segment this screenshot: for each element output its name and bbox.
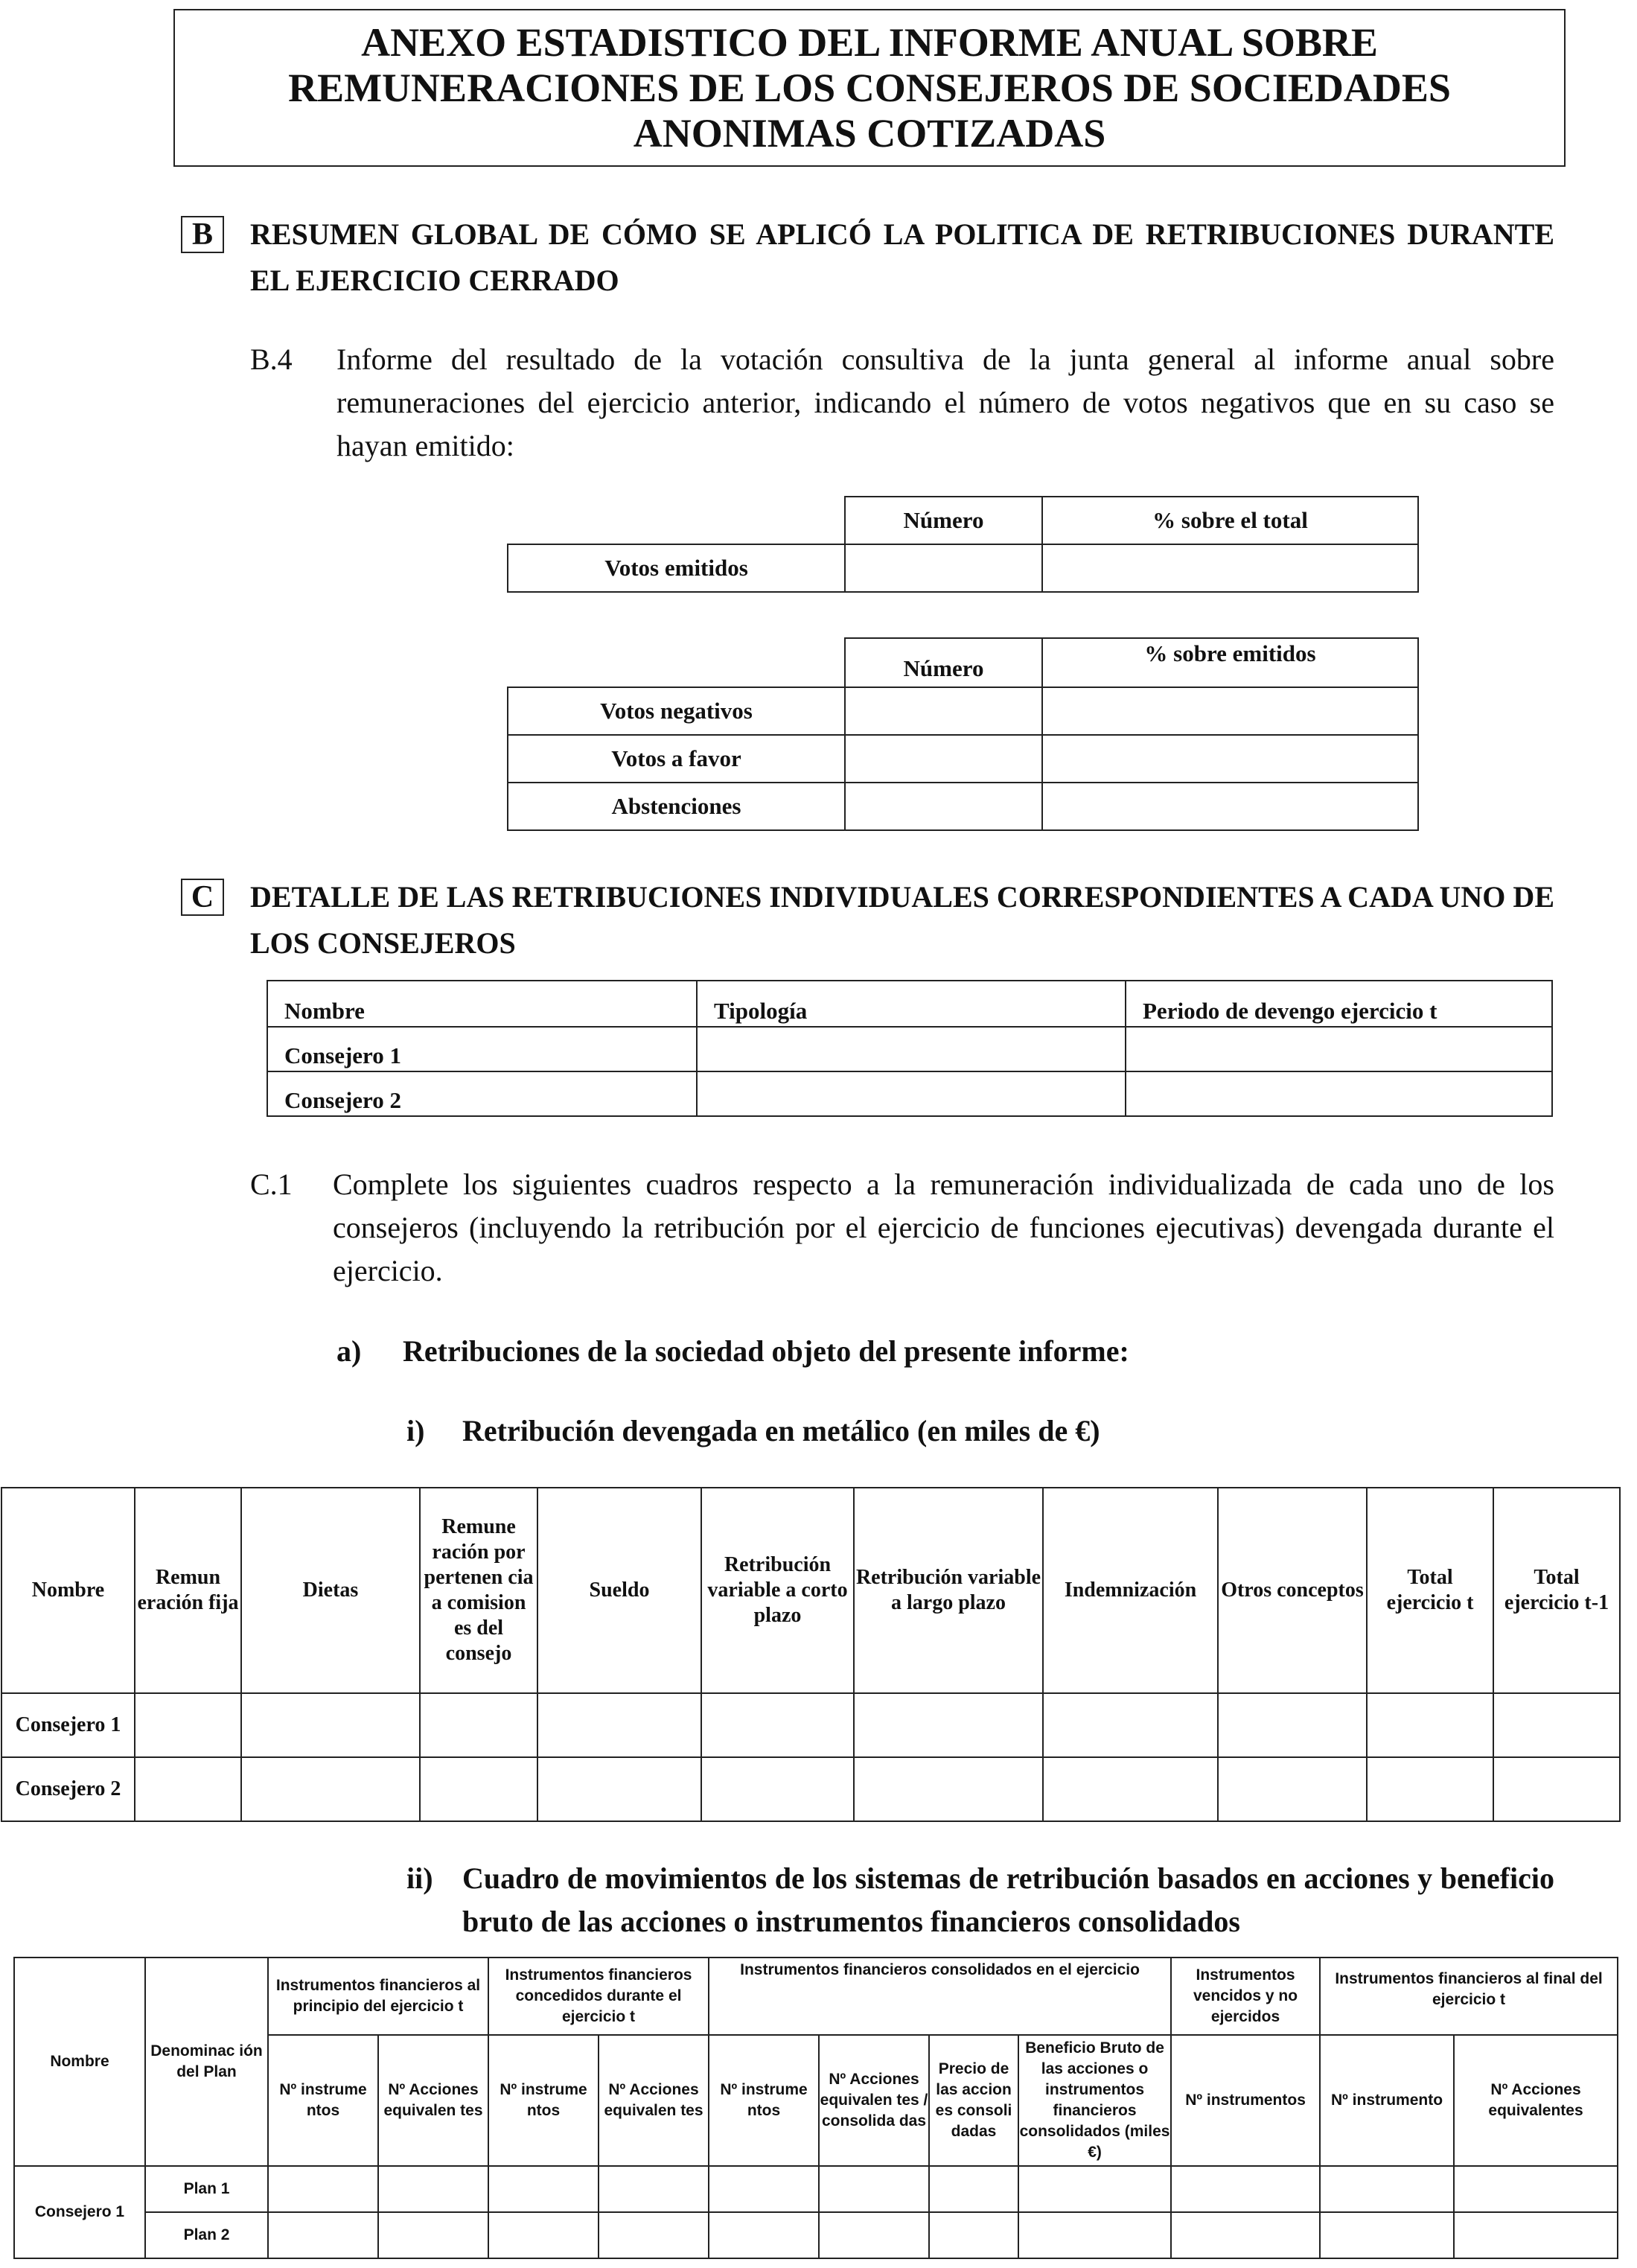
table-cell[interactable]: [929, 2212, 1018, 2258]
sub-consolidados-instrumentos: Nº instrume ntos: [709, 2035, 819, 2166]
row-abstenciones: Abstenciones: [508, 783, 845, 830]
title-line-3: ANONIMAS COTIZADAS: [633, 110, 1106, 156]
header-nombre: Nombre: [14, 1958, 145, 2166]
table-cell[interactable]: [135, 1757, 241, 1821]
table-cell[interactable]: [1493, 1693, 1620, 1757]
header-sueldo: Sueldo: [537, 1488, 701, 1693]
b4-text: Informe del resultado de la votación consultiva de la junta general al informe anual sobre remuneraciones del ejercicio anterior, indicando el número de votos negativos que en su caso se hayan emitido:: [336, 343, 1554, 462]
table-cell[interactable]: [701, 1757, 854, 1821]
table-cell[interactable]: [488, 2166, 599, 2212]
table-cell[interactable]: [268, 2166, 378, 2212]
header-indemnizacion: Indemnización: [1043, 1488, 1218, 1693]
header-tipologia: Tipología: [697, 981, 1126, 1027]
row-votos-emitidos: Votos emitidos: [508, 544, 845, 592]
header-group-principio: Instrumentos financieros al principio del ejercicio t: [268, 1958, 488, 2035]
table-cell[interactable]: [1320, 2166, 1454, 2212]
header-group-vencidos: Instrumentos vencidos y no ejercidos: [1171, 1958, 1320, 2035]
cell-consejero-2-tipologia[interactable]: [697, 1071, 1126, 1116]
c1-number: C.1: [250, 1168, 293, 1201]
table-cell[interactable]: [378, 2166, 488, 2212]
section-c-letter: C: [181, 879, 224, 916]
table-cell[interactable]: [819, 2166, 929, 2212]
table-cell[interactable]: [854, 1757, 1043, 1821]
table-cell[interactable]: [241, 1757, 420, 1821]
row-votos-negativos: Votos negativos: [508, 687, 845, 735]
table-cell[interactable]: [420, 1693, 537, 1757]
item-i-text: Retribución devengada en metálico (en miles de €): [462, 1414, 1100, 1447]
header-nombre: Nombre: [267, 981, 697, 1027]
cell-consejero-2-periodo[interactable]: [1126, 1071, 1552, 1116]
table-cell[interactable]: [1367, 1757, 1493, 1821]
col-numero: Número: [845, 638, 1042, 687]
table-cell[interactable]: [1218, 1757, 1367, 1821]
sub-consolidados-acciones: Nº Acciones equivalen tes / consolida das: [819, 2035, 929, 2166]
table-cell[interactable]: [854, 1693, 1043, 1757]
header-variable-corto: Retribución variable a corto plazo: [701, 1488, 854, 1693]
col-numero: Número: [845, 497, 1042, 544]
table-cell[interactable]: [701, 1693, 854, 1757]
title-line-1: ANEXO ESTADISTICO DEL INFORME ANUAL SOBRE: [361, 19, 1378, 65]
header-periodo: Periodo de devengo ejercicio t: [1126, 981, 1552, 1027]
row-consejero-1: Consejero 1: [267, 1027, 697, 1071]
header-otros: Otros conceptos: [1218, 1488, 1367, 1693]
sub-consolidados-precio: Precio de las accion es consoli dadas: [929, 2035, 1018, 2166]
header-remuneracion-fija: Remun eración fija: [135, 1488, 241, 1693]
header-denominacion-plan: Denominac ión del Plan: [145, 1958, 268, 2166]
row-plan-1: Plan 1: [145, 2166, 268, 2212]
table-cell[interactable]: [1043, 1757, 1218, 1821]
table-cell[interactable]: [709, 2166, 819, 2212]
row-consejero-1: Consejero 1: [1, 1693, 135, 1757]
row-consejero-2: Consejero 2: [267, 1071, 697, 1116]
sub-principio-acciones: Nº Acciones equivalen tes: [378, 2035, 488, 2166]
sub-final-acciones: Nº Acciones equivalentes: [1454, 2035, 1618, 2166]
item-ii-marker: ii): [406, 1861, 433, 1895]
cell-favor-numero[interactable]: [845, 735, 1042, 783]
table-cell[interactable]: [1018, 2166, 1171, 2212]
table-cell[interactable]: [1454, 2212, 1618, 2258]
header-total-t-1: Total ejercicio t-1: [1493, 1488, 1620, 1693]
header-dietas: Dietas: [241, 1488, 420, 1693]
c1-text: Complete los siguientes cuadros respecto a la remuneración individualizada de cada uno de los consejeros (incluyendo la retribución por el ejercicio de funciones ejecutivas) devengada durante el ejercicio.: [333, 1168, 1554, 1287]
col-pct-total: % sobre el total: [1042, 497, 1418, 544]
share-plans-table: [13, 1957, 1618, 2259]
table-cell[interactable]: [709, 2212, 819, 2258]
header-group-consolidados: Instrumentos financieros consolidados en el ejercicio: [709, 1958, 1171, 2035]
table-cell[interactable]: [488, 2212, 599, 2258]
cell-abstenciones-pct[interactable]: [1042, 783, 1418, 830]
cell-votos-emitidos-numero[interactable]: [845, 544, 1042, 592]
table-cell[interactable]: [819, 2212, 929, 2258]
table-cell[interactable]: [599, 2166, 709, 2212]
table-cell[interactable]: [1171, 2212, 1320, 2258]
sub-consolidados-beneficio: Beneficio Bruto de las acciones o instrumentos financieros consolidados (miles €): [1018, 2035, 1171, 2166]
section-c-heading: DETALLE DE LAS RETRIBUCIONES INDIVIDUALES CORRESPONDIENTES A CADA UNO DE LOS CONSEJEROS: [250, 880, 1554, 960]
col-pct-emitidos: % sobre emitidos: [1042, 638, 1418, 687]
table-cell[interactable]: [929, 2166, 1018, 2212]
table-cell[interactable]: [537, 1693, 701, 1757]
document-title-box: [173, 9, 1566, 167]
cell-favor-pct[interactable]: [1042, 735, 1418, 783]
sub-principio-instrumentos: Nº instrume ntos: [268, 2035, 378, 2166]
sub-concedidos-instrumentos: Nº instrume ntos: [488, 2035, 599, 2166]
table-cell[interactable]: [1454, 2166, 1618, 2212]
cell-abstenciones-numero[interactable]: [845, 783, 1042, 830]
row-consejero-2: Consejero 2: [1, 1757, 135, 1821]
b4-number: B.4: [250, 343, 293, 376]
section-b-letter: B: [181, 216, 224, 253]
header-variable-largo: Retribución variable a largo plazo: [854, 1488, 1043, 1693]
item-a-marker: a): [336, 1334, 362, 1368]
table-cell[interactable]: [537, 1757, 701, 1821]
item-ii-text: Cuadro de movimientos de los sistemas de retribución basados en acciones y beneficio bruto de las acciones o instrumentos financieros consolidados: [462, 1861, 1554, 1938]
header-group-final: Instrumentos financieros al final del ejercicio t: [1320, 1958, 1618, 2035]
cell-consejero-1-periodo[interactable]: [1126, 1027, 1552, 1071]
table-cell[interactable]: [1493, 1757, 1620, 1821]
header-total-t: Total ejercicio t: [1367, 1488, 1493, 1693]
table-cell[interactable]: [1043, 1693, 1218, 1757]
cell-negativos-numero[interactable]: [845, 687, 1042, 735]
table-cell[interactable]: [135, 1693, 241, 1757]
directors-type-table: [267, 980, 1553, 1117]
votes-breakdown-table: [507, 637, 1419, 831]
table-cell[interactable]: [241, 1693, 420, 1757]
title-line-2: REMUNERACIONES DE LOS CONSEJEROS DE SOCIEDADES: [288, 65, 1451, 110]
row-consejero-1: Consejero 1: [14, 2166, 145, 2258]
row-votos-favor: Votos a favor: [508, 735, 845, 783]
table-cell[interactable]: [1018, 2212, 1171, 2258]
item-a-text: Retribuciones de la sociedad objeto del presente informe:: [403, 1334, 1129, 1368]
item-i-marker: i): [406, 1414, 425, 1447]
table-cell[interactable]: [420, 1757, 537, 1821]
header-nombre: Nombre: [1, 1488, 135, 1693]
table-cell[interactable]: [378, 2212, 488, 2258]
votes-emitted-table: [507, 496, 1419, 593]
table-cell[interactable]: [1367, 1693, 1493, 1757]
row-plan-2: Plan 2: [145, 2212, 268, 2258]
cell-votos-emitidos-pct[interactable]: [1042, 544, 1418, 592]
cash-remuneration-table: [1, 1487, 1621, 1822]
sub-vencidos-instrumentos: Nº instrumentos: [1171, 2035, 1320, 2166]
table-cell[interactable]: [599, 2212, 709, 2258]
sub-final-instrumento: Nº instrumento: [1320, 2035, 1454, 2166]
table-cell[interactable]: [1320, 2212, 1454, 2258]
sub-concedidos-acciones: Nº Acciones equivalen tes: [599, 2035, 709, 2166]
table-cell[interactable]: [268, 2212, 378, 2258]
table-cell[interactable]: [1218, 1693, 1367, 1757]
header-comisiones: Remune ración por pertenen cia a comision es del consejo: [420, 1488, 537, 1693]
cell-negativos-pct[interactable]: [1042, 687, 1418, 735]
table-cell[interactable]: [1171, 2166, 1320, 2212]
section-b-heading: RESUMEN GLOBAL DE CÓMO SE APLICÓ LA POLITICA DE RETRIBUCIONES DURANTE EL EJERCICIO CERRADO: [250, 217, 1554, 297]
cell-consejero-1-tipologia[interactable]: [697, 1027, 1126, 1071]
header-group-concedidos: Instrumentos financieros concedidos durante el ejercicio t: [488, 1958, 709, 2035]
